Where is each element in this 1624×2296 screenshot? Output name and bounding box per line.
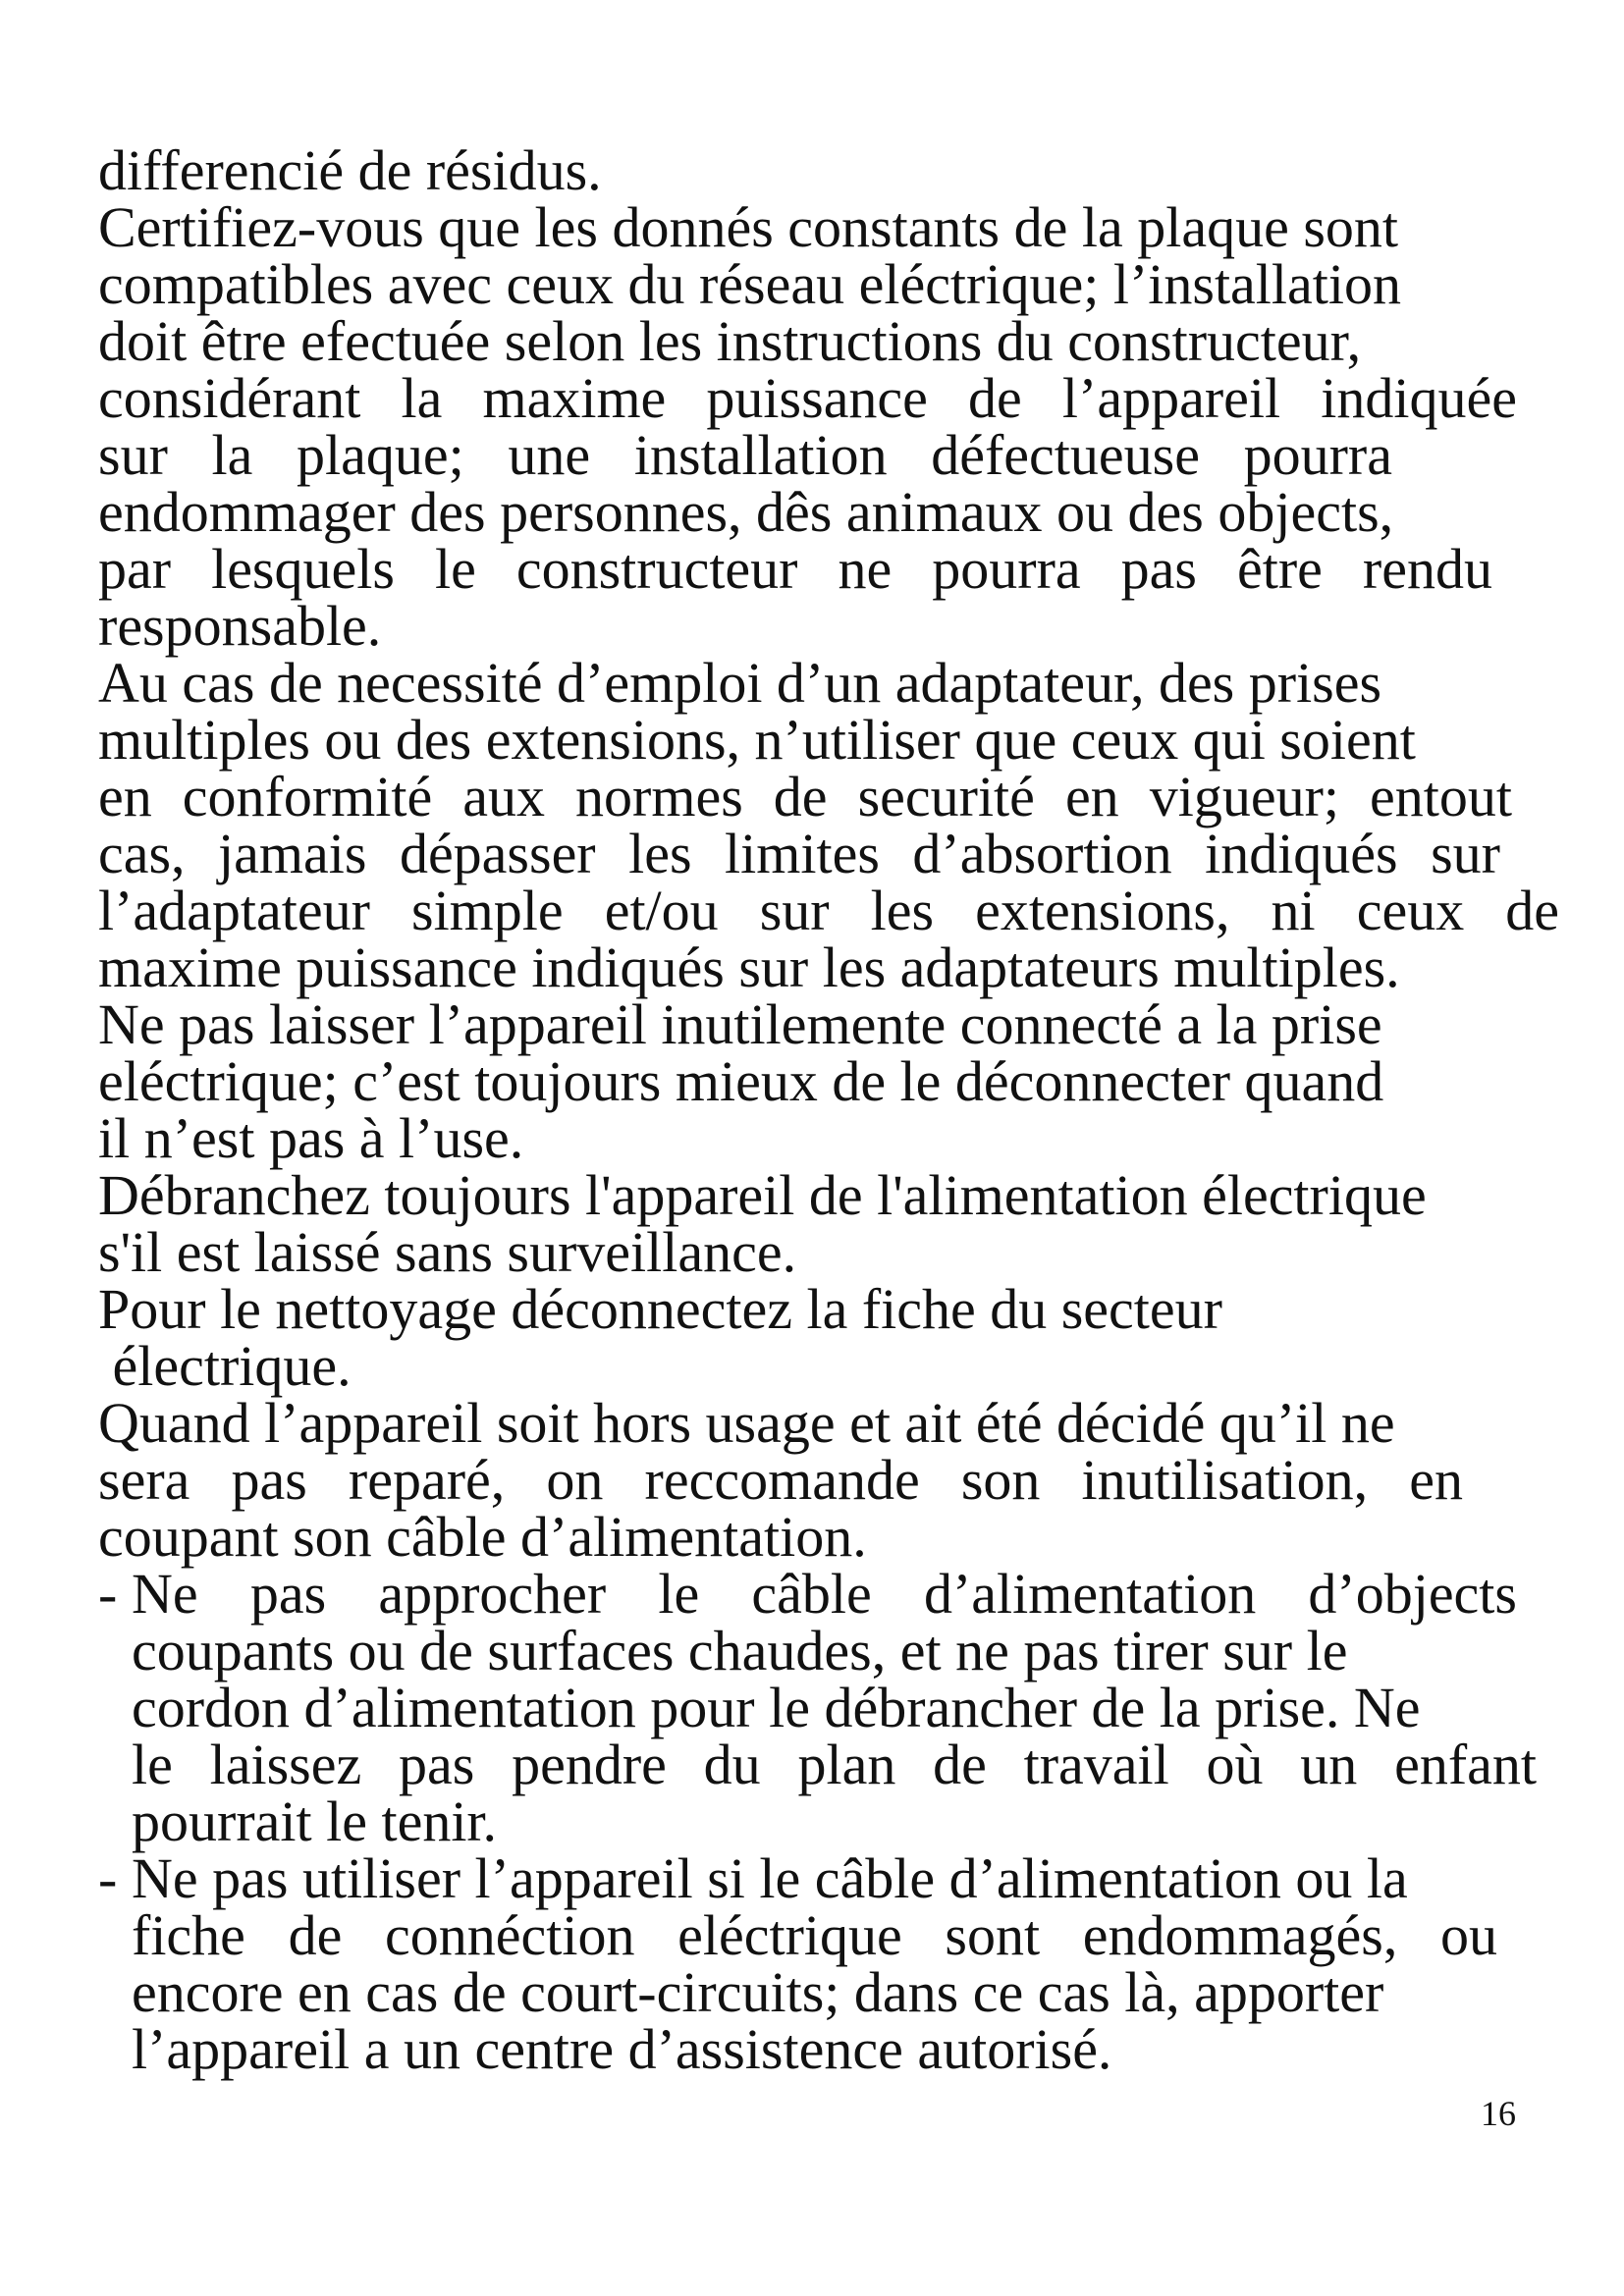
text-line: cas, jamais dépasser les limites d’absortion indiqués sur	[98, 822, 1500, 885]
text-line: encore en cas de court-circuits; dans ce cas là, apporter	[132, 1960, 1384, 2024]
bullet-first-line	[98, 1562, 1571, 1626]
page-number: 16	[1481, 2094, 1516, 2133]
text-line: par lesquels le constructeur ne pourra pas être rendu	[98, 537, 1492, 601]
paragraph-connecte	[98, 992, 1571, 1170]
paragraph-hors-usage	[98, 1391, 1571, 1569]
text-line: differencié de résidus.	[98, 138, 602, 202]
text-line: l’appareil a un centre d’assistence autorisé.	[132, 2017, 1112, 2081]
text-line: sur la plaque; une installation défectueuse pourra	[98, 423, 1392, 487]
body-text	[98, 138, 1571, 2081]
paragraph-installation	[98, 195, 1571, 658]
text-line: électrique.	[98, 1334, 352, 1398]
paragraph-surveillance	[98, 1163, 1571, 1284]
text-line: le laissez pas pendre du plan de travail où un enfant	[132, 1733, 1537, 1796]
bullet-fiche	[98, 1846, 1571, 2081]
paragraph-nettoyage	[98, 1277, 1571, 1398]
text-line: considérant la maxime puissance de l’appareil indiquée	[98, 366, 1517, 430]
text-line: Quand l’appareil soit hors usage et ait été décidé qu’il ne	[98, 1391, 1395, 1455]
text-line: Ne pas utiliser l’appareil si le câble d’alimentation ou la	[132, 1846, 1408, 1910]
paragraph-adaptateur	[98, 651, 1571, 999]
bullet-first-line	[98, 1846, 1571, 1910]
text-line: sera pas reparé, on reccomande son inutilisation, en	[98, 1448, 1463, 1512]
text-line: Pour le nettoyage déconnectez la fiche du secteur	[98, 1277, 1222, 1341]
text-line: l’adaptateur simple et/ou sur les extensions, ni ceux de	[98, 879, 1559, 942]
paragraph-residus	[98, 138, 1571, 202]
text-line: Ne pas approcher le câble d’alimentation d’objects	[132, 1562, 1517, 1626]
text-line: Certifiez-vous que les donnés constants de la plaque sont	[98, 195, 1399, 259]
text-line: endommager des personnes, dês animaux ou des objects,	[98, 480, 1394, 544]
text-line: responsable.	[98, 594, 382, 658]
text-line: Ne pas laisser l’appareil inutilemente connecté a la prise	[98, 992, 1382, 1056]
text-line: multiples ou des extensions, n’utiliser que ceux qui soient	[98, 708, 1416, 772]
text-line: compatibles avec ceux du réseau eléctrique; l’installation	[98, 252, 1402, 316]
dash-marker: -	[98, 1562, 118, 1626]
text-line: fiche de connéction eléctrique sont endommagés, ou	[132, 1903, 1497, 1967]
text-line: Au cas de necessité d’emploi d’un adaptateur, des prises	[98, 651, 1382, 715]
text-line: en conformité aux normes de securité en vigueur; entout	[98, 765, 1512, 828]
text-line: maxime puissance indiqués sur les adaptateurs multiples.	[98, 935, 1400, 999]
text-line: s'il est laissé sans surveillance.	[98, 1220, 797, 1284]
text-line: eléctrique; c’est toujours mieux de le déconnecter quand	[98, 1049, 1384, 1113]
text-line: coupant son câble d’alimentation.	[98, 1505, 867, 1569]
text-line: il n’est pas à l’use.	[98, 1106, 524, 1170]
bullet-cable	[98, 1562, 1571, 1853]
text-line: doit être efectuée selon les instructions du constructeur,	[98, 309, 1362, 373]
dash-marker: -	[98, 1846, 118, 1910]
text-line: Débranchez toujours l'appareil de l'alimentation électrique	[98, 1163, 1427, 1227]
text-line: coupants ou de surfaces chaudes, et ne pas tirer sur le	[132, 1619, 1348, 1682]
text-line: pourrait le tenir.	[132, 1789, 498, 1853]
text-line: cordon d’alimentation pour le débrancher de la prise. Ne	[132, 1676, 1421, 1739]
